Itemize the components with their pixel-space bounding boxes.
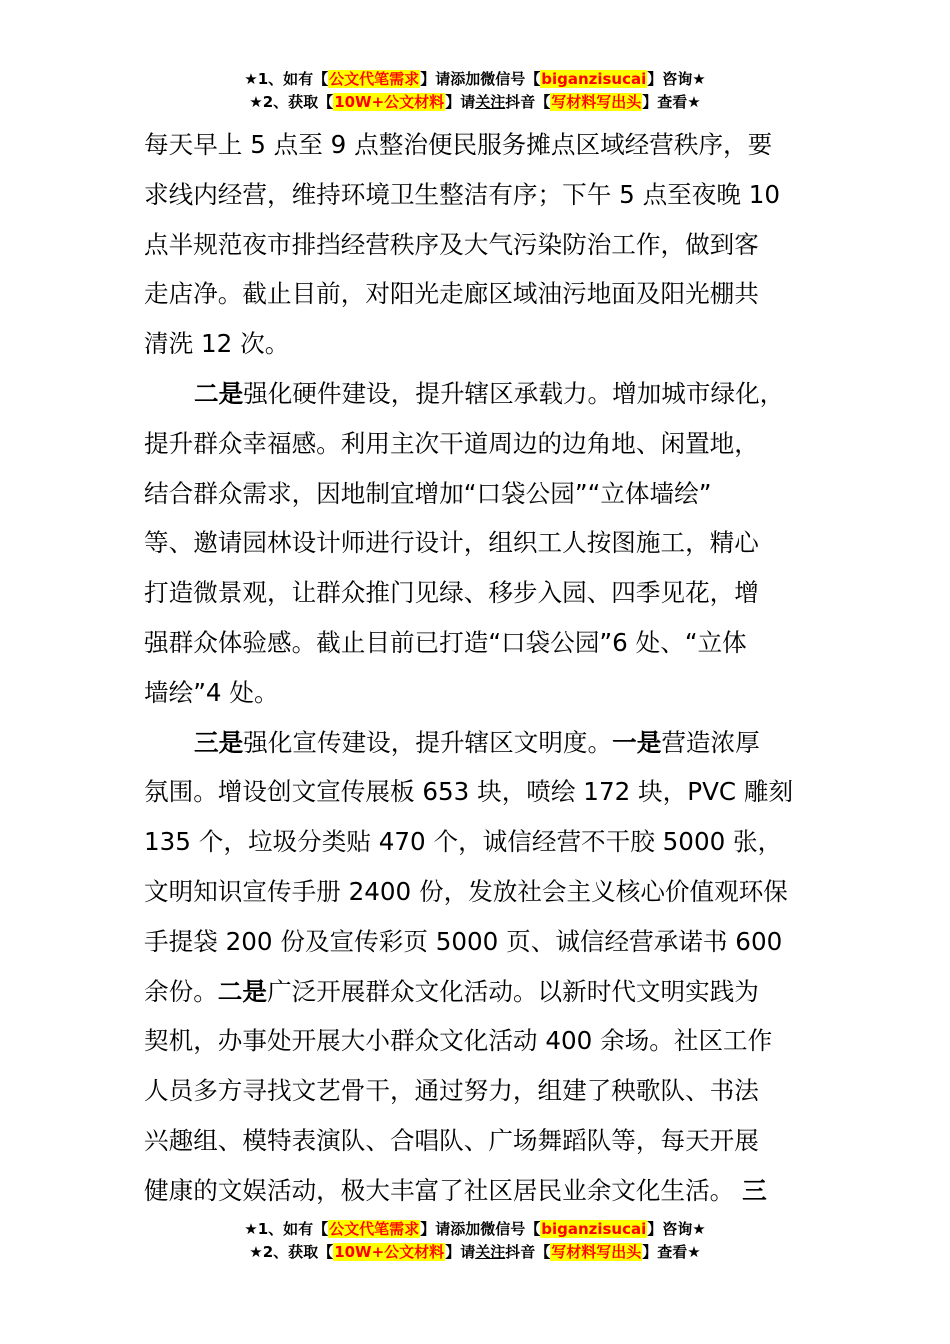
body-line: 强群众体验感。截止目前已打造“口袋公园”6 处、“立体 [144, 627, 747, 657]
promo-highlight: 公文代笔需求 [329, 70, 420, 88]
subsection-marker: 二是 [217, 976, 267, 1006]
subsection-marker: 一是 [612, 727, 662, 757]
paragraph-three-start [144, 718, 844, 768]
promo-line-1 [0, 1218, 950, 1241]
promo-text: 】咨询★ [647, 70, 706, 88]
promo-text: 】查看★ [642, 1243, 701, 1261]
promo-underline: 关注 [475, 93, 506, 111]
body-text-run: 广泛开展群众文化活动。以新时代文明实践为 [267, 976, 759, 1006]
promo-text: 】请添加微信号【 [420, 70, 541, 88]
body-line: 点半规范夜市排挡经营秩序及大气污染防治工作，做到客 [144, 229, 759, 259]
body-line: 人员多方寻找文艺骨干，通过努力，组建了秧歌队、书法 [144, 1076, 759, 1106]
promo-highlight: 10W+公文材料 [334, 93, 445, 111]
promo-line-2 [0, 91, 950, 114]
promo-text: ★2、获取【 [249, 1243, 334, 1261]
body-line: 每天早上 5 点至 9 点整治便民服务摊点区域经营秩序，要 [144, 130, 773, 159]
body-line [144, 967, 844, 1017]
body-line: 走店净。截止目前，对阳光走廊区域油污地面及阳光棚共 [144, 279, 759, 309]
body-line: 清洗 12 次。 [144, 329, 290, 359]
wechat-id-highlight: biganzisucai [541, 70, 647, 88]
douyin-account-highlight: 写材料写出头 [551, 1243, 642, 1261]
body-line: 等、邀请园林设计师进行设计，组织工人按图施工，精心 [144, 528, 759, 558]
body-text-run: 营造浓厚 [661, 727, 760, 757]
promo-line-1 [0, 68, 950, 91]
section-marker: 二是 [194, 378, 244, 408]
promo-underline: 关注 [475, 1243, 506, 1261]
body-text-run: 健康的文娱活动，极大丰富了社区居民业余文化生活。 [144, 1175, 735, 1205]
body-line: 手提袋 200 份及宣传彩页 5000 页、诚信经营承诺书 600 [144, 926, 783, 956]
body-line: 结合群众需求，因地制宜增加“口袋公园”“立体墙绘” [144, 478, 712, 508]
promo-text: 】请 [445, 93, 476, 111]
promo-text: ★1、如有【 [244, 70, 329, 88]
promo-text: 】咨询★ [647, 1220, 706, 1238]
bottom-promo-banner [0, 1218, 950, 1264]
body-line: 契机，办事处开展大小群众文化活动 400 余场。社区工作 [144, 1026, 773, 1056]
paragraph-two-start [144, 369, 844, 419]
body-text-run: 强化宣传建设，提升辖区文明度。 [243, 727, 613, 757]
promo-text: 】请 [445, 1243, 476, 1261]
body-line: 氛围。增设创文宣传展板 653 块，喷绘 172 块，PVC 雕刻 [144, 777, 794, 807]
document-body [144, 120, 844, 1216]
promo-text: ★1、如有【 [244, 1220, 329, 1238]
body-line [144, 1166, 844, 1216]
promo-highlight: 公文代笔需求 [329, 1220, 420, 1238]
body-line: 提升群众幸福感。利用主次干道周边的边角地、闲置地， [144, 428, 759, 458]
body-line: 文明知识宣传手册 2400 份，发放社会主义核心价值观环保 [144, 876, 788, 906]
body-line: 135 个，垃圾分类贴 470 个，诚信经营不干胶 5000 张， [144, 827, 783, 857]
body-line: 兴趣组、模特表演队、合唱队、广场舞蹈队等，每天开展 [144, 1125, 759, 1155]
promo-text: 抖音【 [505, 1243, 551, 1261]
body-text-run: 余份。 [144, 976, 218, 1006]
promo-highlight: 10W+公文材料 [334, 1243, 445, 1261]
body-line: 求线内经营，维持环境卫生整洁有序；下午 5 点至夜晚 10 [144, 179, 781, 209]
body-line: 墙绘”4 处。 [144, 677, 279, 707]
body-line: 打造微景观，让群众推门见绿、移步入园、四季见花，增 [144, 578, 759, 608]
body-text-run: 强化硬件建设，提升辖区承载力。增加城市绿化， [243, 378, 785, 408]
promo-text: 抖音【 [505, 93, 551, 111]
promo-text: ★2、获取【 [249, 93, 334, 111]
top-promo-banner [0, 68, 950, 114]
wechat-id-highlight: biganzisucai [541, 1220, 647, 1238]
subsection-marker: 三 [742, 1175, 767, 1205]
promo-text: 】请添加微信号【 [420, 1220, 541, 1238]
promo-line-2 [0, 1241, 950, 1264]
section-marker: 三是 [194, 727, 244, 757]
promo-text: 】查看★ [642, 93, 701, 111]
douyin-account-highlight: 写材料写出头 [551, 93, 642, 111]
